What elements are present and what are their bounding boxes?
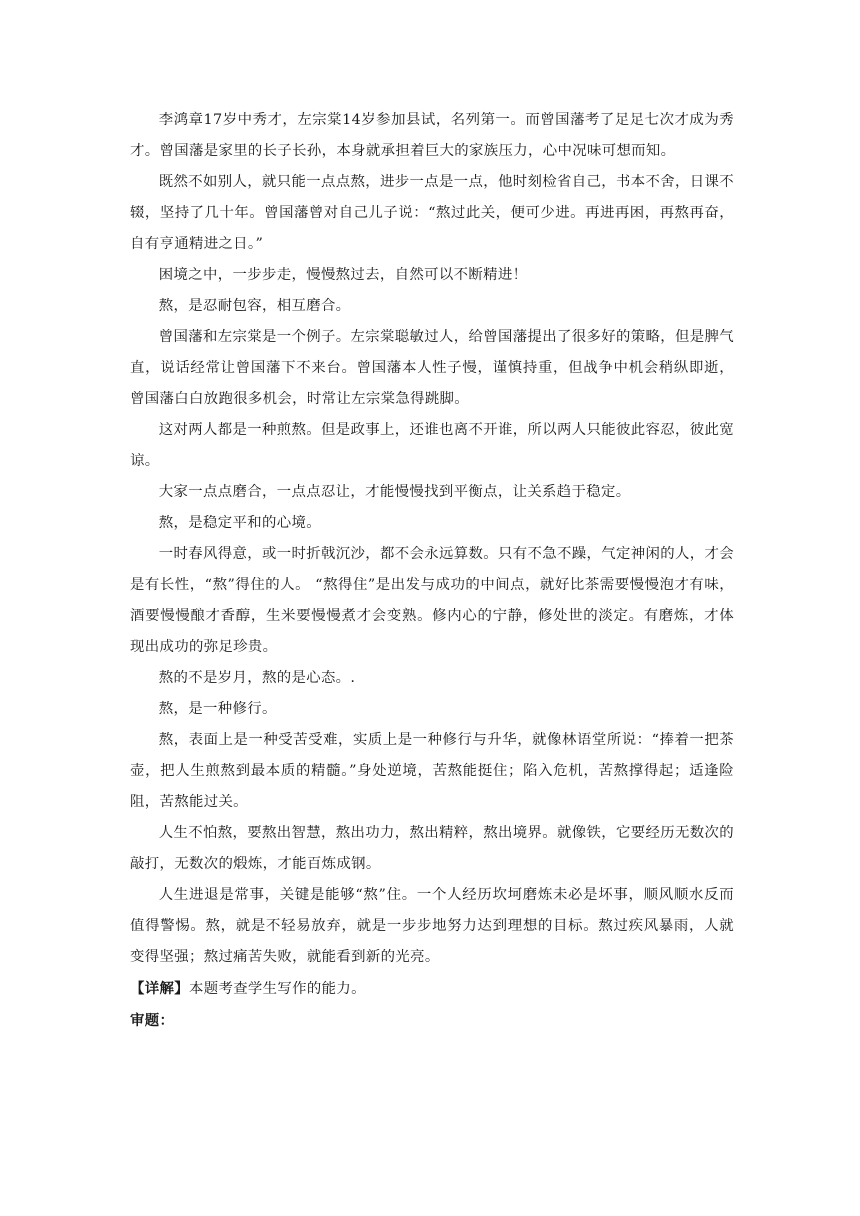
body-paragraph: 困境之中，一步步走，慢慢熬过去，自然可以不断精进！ [158, 267, 528, 283]
body-paragraph: 曾国藩和左宗棠是一个例子。左宗棠聪敏过人，给曾国藩提出了很多好的策略，但是脾气直，说话经常让曾国藩下不来台。曾国藩本人性子慢，谨慎持重，但战争中机会稍纵即逝，曾国藩白白放跑很多机会，时常让左宗棠急得跳脚。 [130, 329, 734, 407]
body-paragraph: 人生进退是常事，关键是能够“熬”住。一个人经历坎坷磨炼未必是坏事，顺风顺水反而值得警惕。熬，就是不轻易放弃，就是一步步地努力达到理想的目标。熬过疾风暴雨，人就变得坚强；熬过痛苦失败，就能看到新的光亮。 [130, 887, 734, 965]
body-paragraph: 李鸿章17岁中秀才，左宗棠14岁参加县试，名列第一。而曾国藩考了足足七次才成为秀才。曾国藩是家里的长子长孙，本身就承担着巨大的家族压力，心中况味可想而知。 [130, 112, 734, 159]
body-paragraph: 熬，是稳定平和的心境。 [158, 515, 321, 531]
review-heading: 审题： [130, 1012, 175, 1029]
document-page [130, 105, 734, 1036]
body-paragraph: 这对两人都是一种煎熬。但是政事上，还谁也离不开谁，所以两人只能彼此容忍，彼此宽谅。 [130, 422, 734, 469]
body-paragraph: 熬，是一种修行。 [158, 701, 277, 717]
body-paragraph: 人生不怕熬，要熬出智慧，熬出功力，熬出精粹，熬出境界。就像铁，它要经历无数次的敲打，无数次的煅炼，才能百炼成钢。 [130, 825, 734, 872]
body-paragraph: 既然不如别人，就只能一点点熬，进步一点是一点，他时刻检省自己，书本不舍，日课不辍，坚持了几十年。曾国藩曾对自己儿子说：“熬过此关，便可少进。再进再困，再熬再奋，自有亨通精进之日。” [130, 174, 734, 252]
detail-line [130, 973, 734, 1005]
body-paragraph: 熬的不是岁月，熬的是心态。. [158, 670, 356, 686]
body-paragraph: 一时春风得意，或一时折戟沉沙，都不会永远算数。只有不急不躁，气定神闲的人，才会是有长性，“熬”得住的人。 “熬得住”是出发与成功的中间点，就好比茶需要慢慢泡才有味，酒要慢慢酿才香醇，生米要慢慢煮才会变熟。修内心的宁静，修处世的淡定。有磨炼，才体现出成功的弥足珍贵。 [130, 546, 734, 655]
body-paragraph: 熬，表面上是一种受苦受难，实质上是一种修行与升华，就像林语堂所说：“捧着一把茶壶，把人生煎熬到最本质的精髓。”身处逆境，苦熬能挺住；陷入危机，苦熬撑得起；适逢险阻，苦熬能过关。 [130, 732, 734, 810]
body-paragraph: 大家一点点磨合，一点点忍让，才能慢慢找到平衡点，让关系趋于稳定。 [158, 484, 631, 500]
detail-label: 【详解】 [130, 980, 189, 997]
detail-text: 本题考查学生写作的能力。 [188, 981, 366, 997]
body-paragraph: 熬，是忍耐包容，相互磨合。 [158, 298, 351, 314]
